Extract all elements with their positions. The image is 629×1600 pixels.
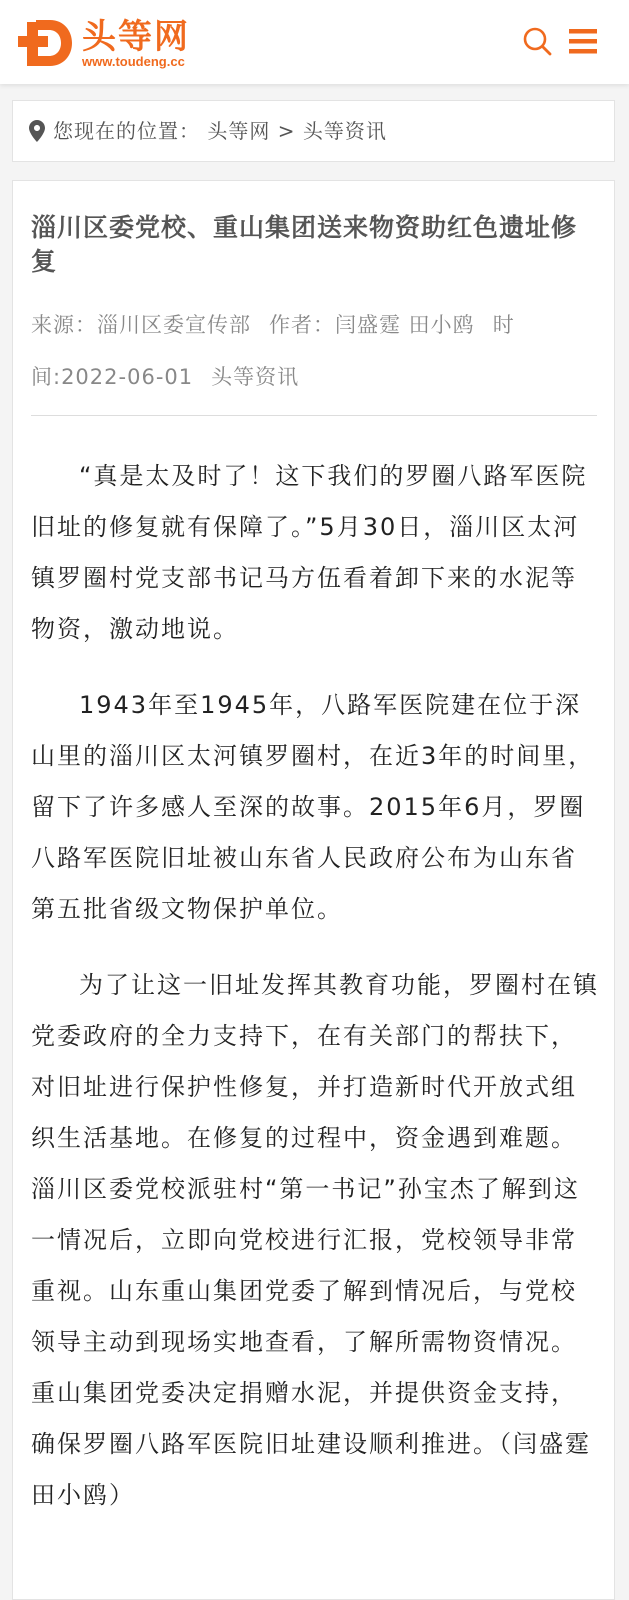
location-pin-icon (29, 120, 45, 142)
article-body (31, 451, 599, 1546)
breadcrumb (12, 100, 615, 162)
breadcrumb-link-home[interactable]: 头等网 (207, 119, 271, 143)
logo-url: www.toudeng.cc (82, 54, 185, 69)
article-paragraph: 为了让这一旧址发挥其教育功能，罗圈村在镇党委政府的全力支持下，在有关部门的帮扶下，对旧址进行保护性修复，并打造新时代开放式组织生活基地。在修复的过程中，资金遇到难题。淄川区委党校派驻村“第一书记”孙宝杰了解到这一情况后，立即向党校进行汇报，党校领导非常重视。山东重山集团党委了解到情况后，与党校领导主动到现场实地查看，了解所需物资情况。重山集团党委决定捐赠水泥，并提供资金支持，确保罗圈八路军医院旧址建设顺利推进。（闫盛霆 田小鸥） (31, 971, 599, 1509)
breadcrumb-trail (53, 101, 387, 161)
breadcrumb-link-news[interactable]: 头等资讯 (302, 119, 387, 143)
breadcrumb-separator: > (277, 119, 296, 143)
site-logo[interactable] (16, 14, 216, 72)
article-author: 作者：闫盛霆 田小鸥 (269, 313, 475, 337)
article-paragraph: “真是太及时了！这下我们的罗圈八路军医院旧址的修复就有保障了。”5月30日，淄川区太河镇罗圈村党支部书记马方伍看着卸下来的水泥等物资，激动地说。 (31, 462, 588, 643)
article-meta (31, 299, 596, 403)
article-title: 淄川区委党校、重山集团送来物资助红色遗址修复 (31, 213, 578, 276)
article-paragraph: 1943年至1945年，八路军医院建在位于深山里的淄川区太河镇罗圈村，在近3年的时间里，留下了许多感人至深的故事。2015年6月，罗圈八路军医院旧址被山东省人民政府公布为山东省第五批省级文物保护单位。 (31, 691, 595, 923)
search-icon[interactable] (520, 24, 554, 58)
logo-mark-icon (16, 14, 74, 72)
breadcrumb-prefix: 您现在的位置： (53, 119, 200, 143)
site-header (0, 0, 629, 84)
menu-icon[interactable] (566, 24, 600, 58)
logo-text: 头等网 (82, 17, 190, 57)
article-card (12, 180, 615, 1600)
divider (31, 415, 597, 416)
article-time: 时间:2022-06-01 (31, 313, 515, 389)
article-source: 来源：淄川区委宣传部 (31, 313, 251, 337)
article-category[interactable]: 头等资讯 (211, 365, 300, 389)
